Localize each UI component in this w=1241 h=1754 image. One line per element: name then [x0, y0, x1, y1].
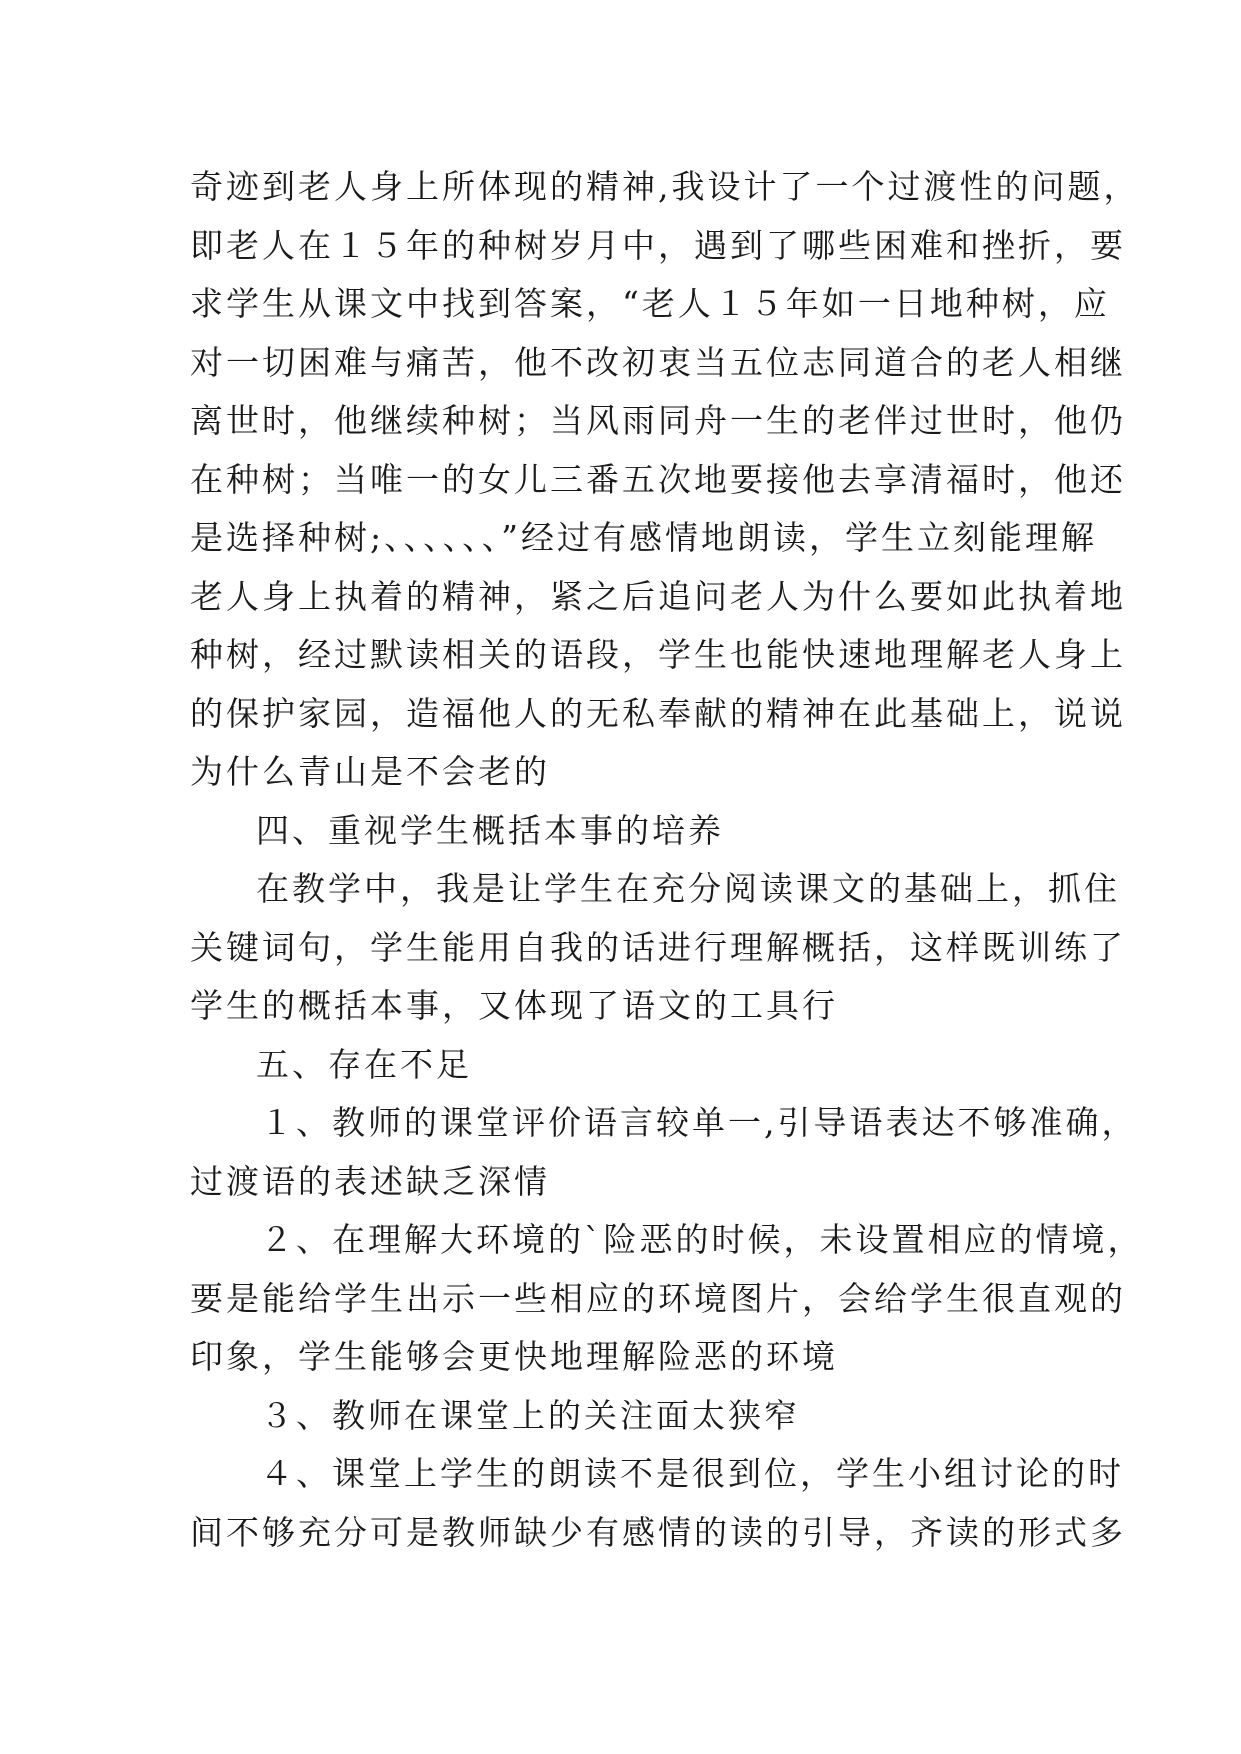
text-line: 对一切困难与痛苦，他不改初衷当五位志同道合的老人相继 [190, 342, 1126, 382]
text-line: 老人身上执着的精神，紧之后追问老人为什么要如此执着地 [190, 576, 1126, 616]
text-line: 过渡语的表述缺乏深情 [190, 1161, 550, 1201]
text-line: 在教学中，我是让学生在充分阅读课文的基础上，抓住 [256, 869, 1120, 908]
text-line: 求学生从课文中找到答案，“老人１５年如一日地种树，应 [190, 284, 1110, 323]
text-line: 离世时，他继续种树；当风雨同舟一生的老伴过世时，他仍 [190, 401, 1126, 440]
text-line: 为什么青山是不会老的 [190, 752, 550, 791]
text-line: 关键词句，学生能用自我的话进行理解概括，这样既训练了 [190, 927, 1126, 967]
section-heading: 四、重视学生概括本事的培养 [256, 810, 724, 850]
list-item: ４、课堂上学生的朗读不是很到位，学生小组讨论的时 [260, 1454, 1124, 1493]
text-line: 学生的概括本事，又体现了语文的工具行 [190, 986, 838, 1025]
text-line: 间不够充分可是教师缺少有感情的读的引导，齐读的形式多 [190, 1512, 1126, 1552]
text-line: 种树，经过默读相关的语段，学生也能快速地理解老人身上 [190, 635, 1126, 674]
text-line: 的保护家园，造福他人的无私奉献的精神在此基础上，说说 [190, 693, 1126, 733]
list-item: １、教师的课堂评价语言较单一,引导语表达不够准确， [260, 1103, 1138, 1142]
list-item: ３、教师在课堂上的关注面太狭窄 [260, 1395, 800, 1435]
text-line: 即老人在１５年的种树岁月中，遇到了哪些困难和挫折，要 [190, 225, 1126, 265]
document-page [190, 158, 1144, 1562]
text-line: 是选择种树;、、、、、、”经过有感情地朗读，学生立刻能理解 [190, 518, 1097, 557]
list-item: ２、在理解大环境的`险恶的时候，未设置相应的情境， [260, 1220, 1144, 1259]
section-heading: 五、存在不足 [256, 1044, 472, 1084]
text-line: 要是能给学生出示一些相应的环境图片，会给学生很直观的 [190, 1278, 1126, 1318]
text-line: 在种树；当唯一的女儿三番五次地要接他去享清福时，他还 [190, 459, 1126, 499]
text-line: 印象，学生能够会更快地理解险恶的环境 [190, 1337, 838, 1376]
text-line: 奇迹到老人身上所体现的精神,我设计了一个过渡性的问题， [190, 167, 1140, 206]
